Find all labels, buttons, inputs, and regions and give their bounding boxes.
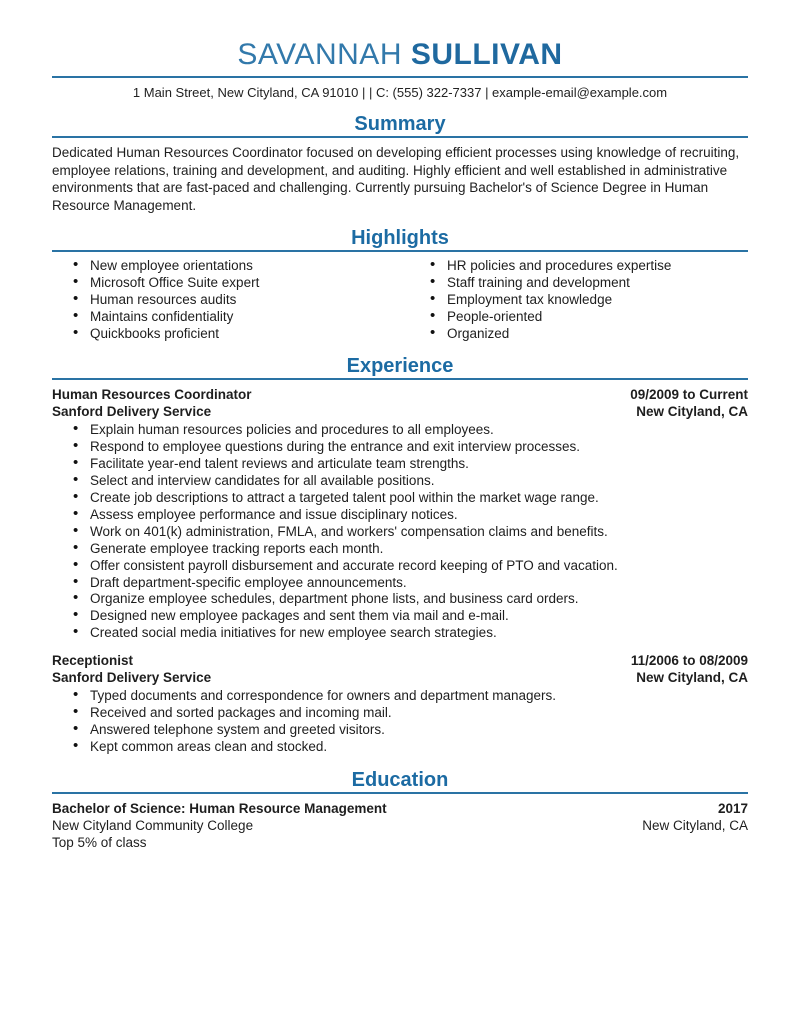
job-duty: • Typed documents and correspondence for owners and department managers. bbox=[90, 688, 748, 705]
experience-title: Experience bbox=[346, 355, 454, 378]
highlights-list-right bbox=[400, 257, 748, 342]
job-title: Receptionist bbox=[52, 653, 134, 669]
job-title-row bbox=[52, 386, 748, 403]
job-company: Sanford Delivery Service bbox=[52, 404, 212, 420]
education-degree-row bbox=[52, 800, 748, 817]
job-dates: 11/2006 to 08/2009 bbox=[630, 653, 748, 669]
school-name: New Cityland Community College bbox=[52, 817, 254, 833]
section-experience bbox=[52, 355, 748, 755]
job-duty: • Created social media initiatives for new employee search strategies. bbox=[90, 625, 748, 642]
job-company: Sanford Delivery Service bbox=[52, 670, 212, 686]
highlights-columns bbox=[52, 257, 748, 342]
job-duties-list bbox=[52, 688, 748, 756]
candidate-name bbox=[52, 38, 748, 72]
highlight-item: • Organized bbox=[447, 325, 748, 342]
highlights-column-left bbox=[52, 257, 400, 342]
job-duty: • Draft department-specific employee announcements. bbox=[90, 575, 748, 592]
highlight-item: • HR policies and procedures expertise bbox=[447, 257, 748, 274]
contact-line: 1 Main Street, New Cityland, CA 91010 | | C: (555) 322-7337 | example-email@example.com bbox=[132, 85, 668, 100]
summary-divider bbox=[52, 136, 748, 138]
highlight-item: • Staff training and development bbox=[447, 274, 748, 291]
job-duty: • Generate employee tracking reports each month. bbox=[90, 541, 748, 558]
highlights-divider bbox=[52, 250, 748, 252]
class-rank: Top 5% of class bbox=[52, 834, 147, 850]
highlight-item: • New employee orientations bbox=[90, 257, 400, 274]
job-dates: 09/2009 to Current bbox=[630, 387, 748, 403]
graduation-year: 2017 bbox=[717, 800, 748, 816]
degree: Bachelor of Science: Human Resource Management bbox=[52, 800, 387, 816]
job-duty: • Select and interview candidates for all available positions. bbox=[90, 473, 748, 490]
job-duty: • Respond to employee questions during the entrance and exit interview processes. bbox=[90, 439, 748, 456]
highlight-item: • Employment tax knowledge bbox=[447, 291, 748, 308]
job-location: New Cityland, CA bbox=[636, 404, 748, 420]
section-summary bbox=[52, 113, 748, 214]
job-duty: • Create job descriptions to attract a targeted talent pool within the market wage range. bbox=[90, 490, 748, 507]
job-duty: • Assess employee performance and issue disciplinary notices. bbox=[90, 507, 748, 524]
school-location: New Cityland, CA bbox=[642, 817, 748, 833]
job-duty: • Designed new employee packages and sent them via mail and e-mail. bbox=[90, 608, 748, 625]
section-education bbox=[52, 769, 748, 851]
header-divider bbox=[52, 76, 748, 78]
highlight-item: • Human resources audits bbox=[90, 291, 400, 308]
last-name: SULLIVAN bbox=[410, 38, 563, 71]
job-company-row bbox=[52, 669, 748, 686]
education-divider bbox=[52, 792, 748, 794]
job-duty: • Kept common areas clean and stocked. bbox=[90, 739, 748, 756]
job-duty: • Explain human resources policies and procedures to all employees. bbox=[90, 422, 748, 439]
job-company-row bbox=[52, 403, 748, 420]
job-duty: • Received and sorted packages and incoming mail. bbox=[90, 705, 748, 722]
experience-divider bbox=[52, 378, 748, 380]
job-title: Human Resources Coordinator bbox=[52, 387, 252, 403]
job-duty: • Organize employee schedules, department phone lists, and business card orders. bbox=[90, 591, 748, 608]
job-duty: • Work on 401(k) administration, FMLA, and workers' compensation claims and benefits. bbox=[90, 524, 748, 541]
section-highlights bbox=[52, 227, 748, 342]
first-name: SAVANNAH bbox=[237, 38, 402, 71]
highlight-item: • Quickbooks proficient bbox=[90, 325, 400, 342]
job-duties-list bbox=[52, 422, 748, 642]
highlights-list-left bbox=[52, 257, 400, 342]
job-duty: • Facilitate year-end talent reviews and articulate team strengths. bbox=[90, 456, 748, 473]
summary-title: Summary bbox=[354, 113, 446, 135]
highlight-item: • Microsoft Office Suite expert bbox=[90, 274, 400, 291]
highlights-title: Highlights bbox=[351, 227, 449, 250]
highlight-item: • Maintains confidentiality bbox=[90, 308, 400, 325]
education-school-row bbox=[52, 817, 748, 834]
job-duty: • Answered telephone system and greeted visitors. bbox=[90, 722, 748, 739]
summary-text: Dedicated Human Resources Coordinator focused on developing efficient processes using knowledge of recruiting, employee relations, training and development, and auditing. Highly efficient and well established in administrative environments that are fast-paced and challenging. Currently pursuing Bachelor's of Science Degree in Human Resource Management. bbox=[52, 145, 740, 213]
job-entry bbox=[52, 652, 748, 756]
job-entry bbox=[52, 386, 748, 642]
job-location: New Cityland, CA bbox=[636, 670, 748, 686]
highlight-item: • People-oriented bbox=[447, 308, 748, 325]
highlights-column-right bbox=[400, 257, 748, 342]
job-title-row bbox=[52, 652, 748, 669]
education-title: Education bbox=[351, 768, 449, 791]
job-duty: • Offer consistent payroll disbursement and accurate record keeping of PTO and vacation. bbox=[90, 558, 748, 575]
